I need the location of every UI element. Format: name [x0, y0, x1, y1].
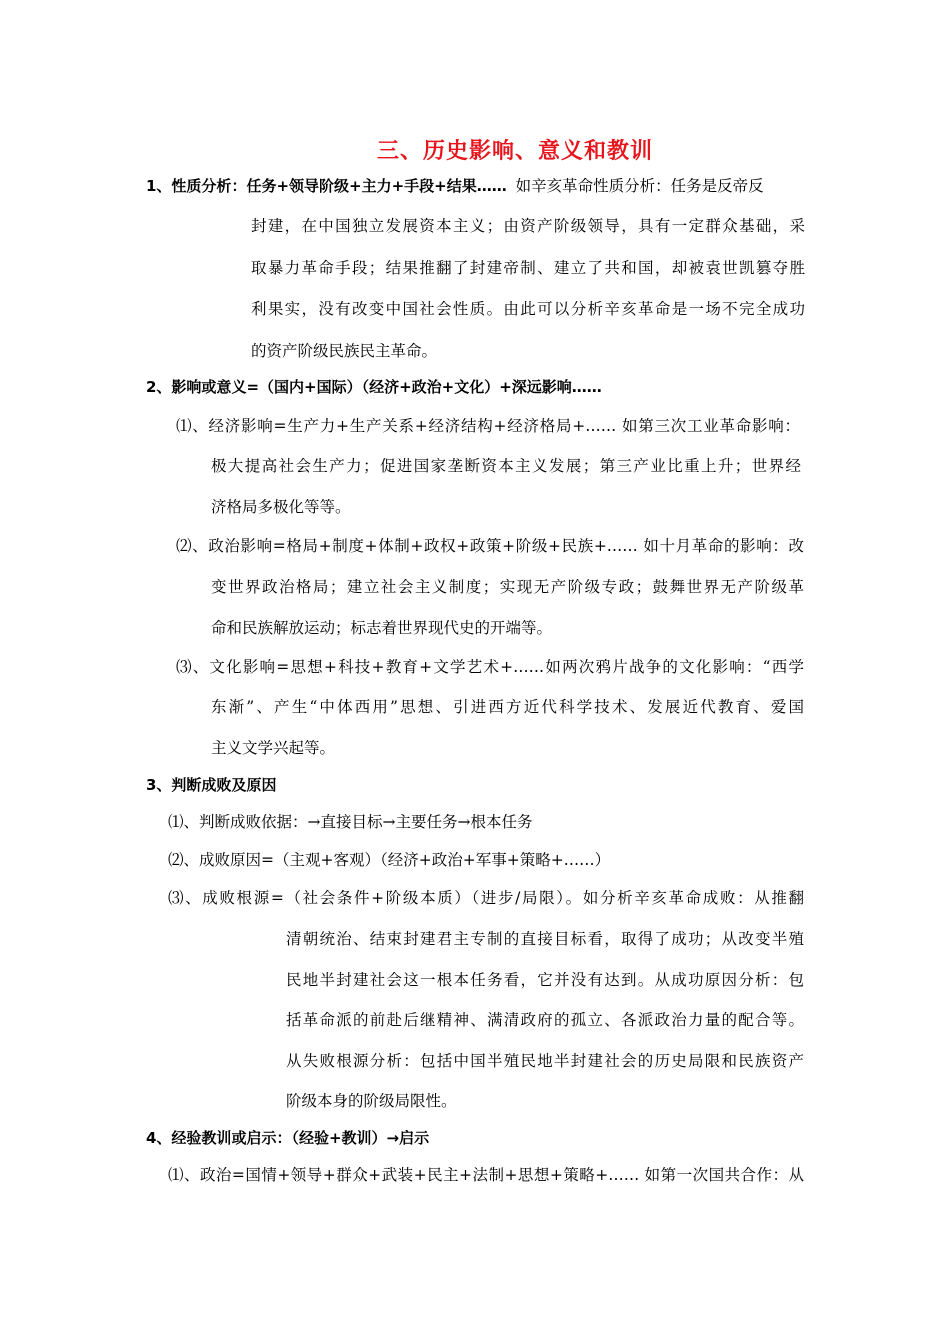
section-1-line-1: 如辛亥革命性质分析：任务是反帝反	[515, 177, 764, 195]
section-1-line-3: 取暴力革命手段；结果推翻了封建帝制、建立了共和国，却被袁世凯篡夺胜	[251, 259, 805, 277]
section-1-line-4: 利果实，没有改变中国社会性质。由此可以分析辛亥革命是一场不完全成功	[251, 300, 805, 318]
section-3-item-3-line-4: 括革命派的前赴后继精神、满清政府的孤立、各派政治力量的配合等。	[286, 1011, 804, 1029]
section-2-item-2-line-3: 命和民族解放运动；标志着世界现代史的开端等。	[211, 619, 553, 637]
section-3-item-3-line-1: ⑶、成败根源=（社会条件+阶级本质）（进步/局限）。如分析辛亥革命成败：从推翻	[168, 889, 804, 907]
section-3-item-3-line-2: 清朝统治、结束封建君主专制的直接目标看，取得了成功；从改变半殖	[286, 930, 804, 948]
section-2-item-2-line-1: ⑵、政治影响=格局+制度+体制+政权+政策+阶级+民族+…… 如十月革命的影响：改	[176, 537, 804, 555]
section-3-heading: 3、判断成败及原因	[146, 776, 277, 794]
section-3-item-3-line-3: 民地半封建社会这一根本任务看，它并没有达到。从成功原因分析：包	[286, 971, 804, 989]
section-2-item-2-line-2: 变世界政治格局；建立社会主义制度；实现无产阶级专政；鼓舞世界无产阶级革	[211, 578, 804, 596]
section-2-item-1-line-2: 极大提高社会生产力；促进国家垄断资本主义发展；第三产业比重上升；世界经	[211, 457, 801, 475]
section-2-item-3-line-1: ⑶、文化影响=思想+科技+教育+文学艺术+……如两次鸦片战争的文化影响：“西学	[176, 658, 804, 676]
section-1-heading: 1、性质分析：任务+领导阶级+主力+手段+结果……	[146, 177, 507, 195]
section-1-line-5: 的资产阶级民族民主革命。	[251, 342, 438, 360]
section-2-item-3-line-2: 东渐”、产生“中体西用”思想、引进西方近代科学技术、发展近代教育、爱国	[211, 698, 804, 716]
section-4-heading: 4、经验教训或启示：（经验+教训）→启示	[146, 1129, 430, 1147]
section-3-item-2: ⑵、成败原因=（主观+客观）（经济+政治+军事+策略+……）	[168, 851, 611, 869]
section-2-item-1-line-1: ⑴、经济影响=生产力+生产关系+经济结构+经济格局+…… 如第三次工业革命影响：	[176, 417, 800, 435]
section-1-first-line	[146, 175, 764, 197]
section-3-item-3-line-6: 阶级本身的阶级局限性。	[286, 1092, 457, 1110]
section-3-item-1: ⑴、判断成败依据：→直接目标→主要任务→根本任务	[168, 813, 533, 831]
section-1-line-2: 封建，在中国独立发展资本主义；由资产阶级领导，具有一定群众基础，采	[251, 217, 805, 235]
section-2-item-3-line-3: 主义文学兴起等。	[211, 739, 336, 757]
section-2-item-1-line-3: 济格局多极化等等。	[211, 498, 351, 516]
section-2-heading: 2、影响或意义=（国内+国际）（经济+政治+文化）+深远影响……	[146, 378, 602, 396]
section-4-item-1-line-1: ⑴、政治=国情+领导+群众+武装+民主+法制+思想+策略+…… 如第一次国共合作：从	[168, 1166, 804, 1184]
section-3-item-3-line-5: 从失败根源分析：包括中国半殖民地半封建社会的历史局限和民族资产	[286, 1052, 804, 1070]
document-title: 三、历史影响、意义和教训	[376, 139, 653, 164]
